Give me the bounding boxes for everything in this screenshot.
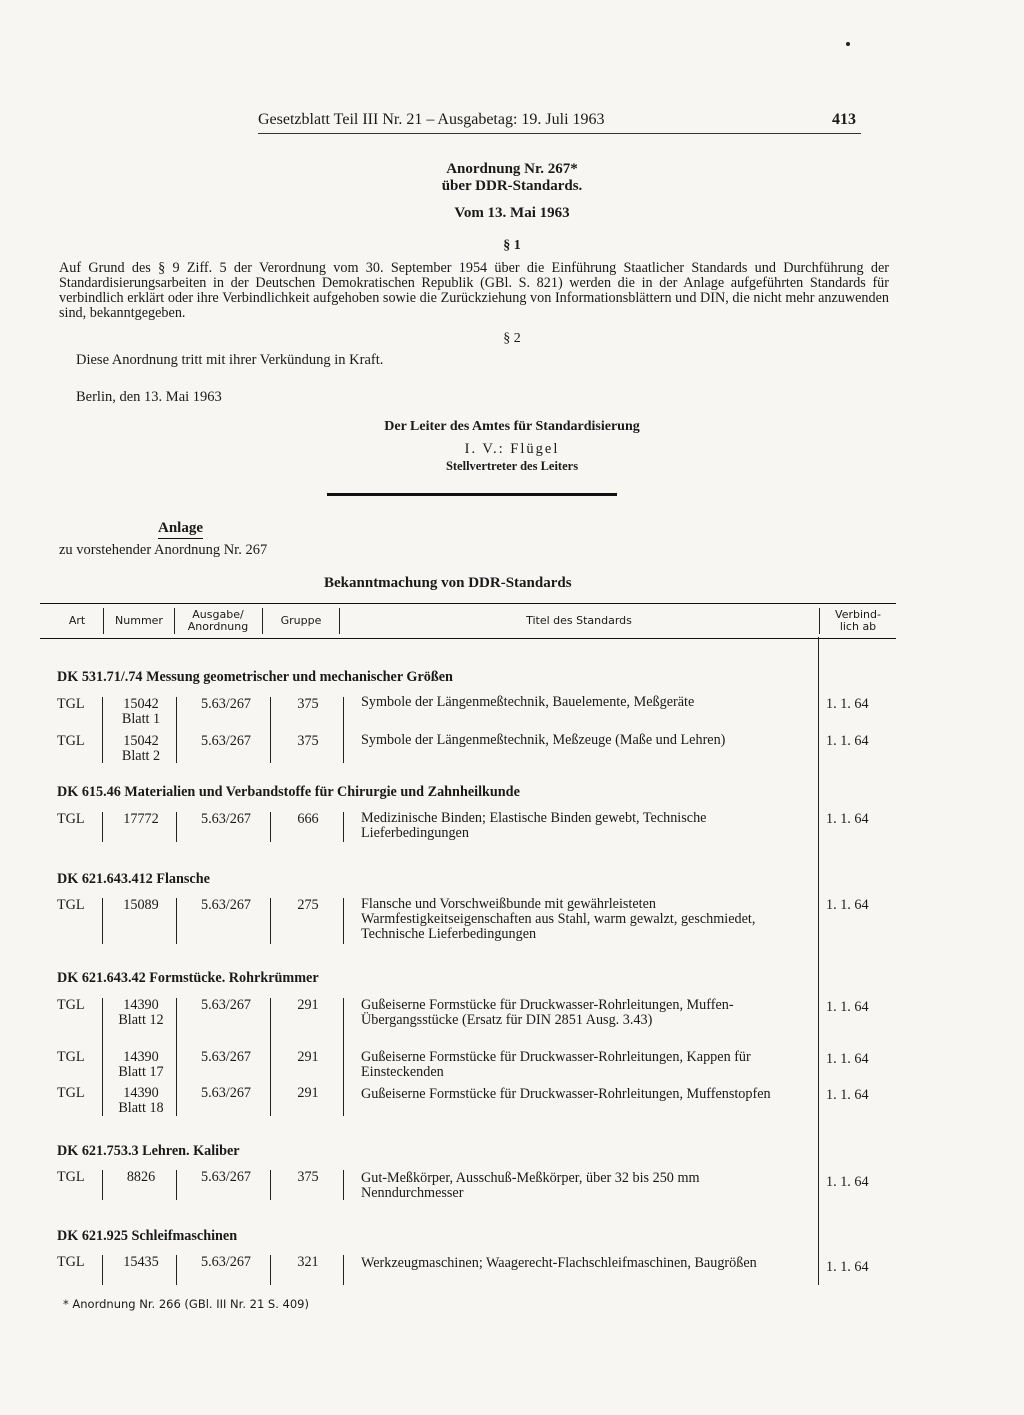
row-divider [270, 898, 271, 944]
section-1-label: § 1 [503, 238, 521, 253]
cell-titel: Werkzeugmaschinen; Waagerecht-Flachschleifmaschinen, Baugrößen [361, 1255, 757, 1271]
group-heading: DK 531.71/.74 Messung geometrischer und mechanischer Größen [57, 669, 453, 685]
row-divider [102, 898, 103, 944]
group-heading: DK 621.643.42 Formstücke. Rohrkrümmer [57, 970, 319, 986]
cell-blatt: Blatt 1 [121, 711, 161, 727]
cell-gruppe: 291 [297, 1085, 319, 1101]
cell-verbindlich: 1. 1. 64 [826, 1087, 869, 1103]
header-divider [819, 608, 820, 634]
cell-art: TGL [57, 997, 85, 1013]
cell-verbindlich: 1. 1. 64 [826, 733, 869, 749]
row-divider [343, 898, 344, 944]
row-divider [176, 898, 177, 944]
cell-art: TGL [57, 1049, 85, 1065]
group-heading: DK 621.753.3 Lehren. Kaliber [57, 1143, 240, 1159]
announcement-title: Bekanntmachung von DDR-Standards [324, 575, 572, 591]
cell-titel: Medizinische Binden; Elastische Binden gewebt, Technische Lieferbedingungen [361, 810, 707, 841]
cell-titel: Gußeiserne Formstücke für Druckwasser-Rohrleitungen, Kappen für Einsteckenden [361, 1049, 751, 1080]
cell-gruppe: 375 [297, 696, 319, 712]
header-divider [174, 608, 175, 634]
cell-verbindlich: 1. 1. 64 [826, 811, 869, 827]
row-divider [102, 1170, 103, 1200]
date-column-rule [818, 637, 819, 1285]
cell-gruppe: 275 [297, 897, 319, 913]
group-heading: DK 621.925 Schleifmaschinen [57, 1228, 238, 1244]
cell-gruppe: 321 [297, 1254, 319, 1270]
cell-verbindlich: 1. 1. 64 [826, 1174, 869, 1190]
header-divider [262, 608, 263, 634]
row-divider [102, 1255, 103, 1285]
header-ausgabe-line1: Ausgabe/ [192, 608, 244, 621]
cell-titel: Gut-Meßkörper, Ausschuß-Meßkörper, über 32 bis 250 mm Nenndurchmesser [361, 1170, 700, 1201]
cell-nummer: 8826 [126, 1169, 156, 1185]
order-subtitle: über DDR-Standards. [441, 178, 583, 194]
order-date: Vom 13. Mai 1963 [454, 205, 570, 221]
header-nummer: Nummer [115, 614, 163, 627]
cell-nummer: 15042 [123, 733, 159, 749]
cell-art: TGL [57, 1169, 85, 1185]
cell-gruppe: 375 [297, 1169, 319, 1185]
cell-gruppe: 291 [297, 997, 319, 1013]
cell-verbindlich: 1. 1. 64 [826, 1259, 869, 1275]
place-date: Berlin, den 13. Mai 1963 [76, 389, 222, 405]
cell-nummer: 17772 [123, 811, 159, 827]
cell-verbindlich: 1. 1. 64 [826, 696, 869, 712]
cell-art: TGL [57, 1085, 85, 1101]
cell-ausgabe: 5.63/267 [200, 811, 252, 827]
row-divider [343, 697, 344, 763]
group-heading: DK 615.46 Materialien und Verbandstoffe für Chirurgie und Zahnheilkunde [57, 784, 520, 800]
section-2-text: Diese Anordnung tritt mit ihrer Verkündung in Kraft. [76, 352, 384, 368]
row-divider [343, 812, 344, 842]
header-divider [103, 608, 104, 634]
annex-subtitle: zu vorstehender Anordnung Nr. 267 [59, 542, 268, 558]
cell-blatt: Blatt 2 [121, 748, 161, 764]
header-ausgabe [175, 604, 261, 638]
header-titel: Titel des Standards [526, 614, 632, 627]
cell-art: TGL [57, 811, 85, 827]
cell-ausgabe: 5.63/267 [200, 1169, 252, 1185]
annex-title: Anlage [158, 520, 203, 539]
cell-gruppe: 291 [297, 1049, 319, 1065]
row-divider [102, 812, 103, 842]
cell-nummer: 14390 [123, 1049, 159, 1065]
signer-office: Der Leiter des Amtes für Standardisierung [384, 419, 640, 434]
section-1-text: Auf Grund des § 9 Ziff. 5 der Verordnung vom 30. September 1954 über die Einführung Staatlicher Standards und Durchführung der Standardisierungsarbeiten in der Deutschen Demokratischen Republik (GBl. S. 821) werden die in der Anlage aufgeführten Standards für verbindlich erklärt oder ihre Verbindlichkeit aufgehoben sowie die Zurückziehung von Informationsblättern und DIN, die nicht mehr anzuwenden sind, bekanntgegeben. [59, 260, 889, 321]
signer-role: Stellvertreter des Leiters [445, 459, 579, 473]
print-speck [846, 42, 850, 46]
header-verbindlich-line2: lich ab [839, 620, 877, 633]
cell-titel: Flansche und Vorschweißbunde mit gewährleisteten Warmfestigkeitseigenschaften aus Stahl, warm gewalzt, geschmiedet, Technische Lieferbedingungen [361, 896, 756, 942]
cell-titel: Gußeiserne Formstücke für Druckwasser-Rohrleitungen, Muffenstopfen [361, 1086, 771, 1102]
cell-gruppe: 375 [297, 733, 319, 749]
signer-name: I. V.: Flügel [464, 441, 560, 457]
cell-blatt: Blatt 17 [118, 1064, 164, 1080]
header-ausgabe-line2: Anordnung [187, 620, 249, 633]
cell-blatt: Blatt 18 [118, 1100, 164, 1116]
row-divider [176, 812, 177, 842]
row-divider [270, 998, 271, 1116]
cell-nummer: 14390 [123, 997, 159, 1013]
cell-titel: Symbole der Längenmeßtechnik, Bauelemente, Meßgeräte [361, 694, 695, 710]
cell-art: TGL [57, 897, 85, 913]
cell-ausgabe: 5.63/267 [200, 733, 252, 749]
cell-verbindlich: 1. 1. 64 [826, 897, 869, 913]
table-header [40, 603, 896, 639]
cell-verbindlich: 1. 1. 64 [826, 999, 869, 1015]
row-divider [270, 697, 271, 763]
signature-rule [327, 493, 617, 496]
cell-art: TGL [57, 696, 85, 712]
header-art: Art [68, 614, 86, 627]
cell-blatt: Blatt 12 [118, 1012, 164, 1028]
row-divider [102, 697, 103, 763]
row-divider [270, 812, 271, 842]
cell-ausgabe: 5.63/267 [200, 897, 252, 913]
header-gruppe: Gruppe [280, 614, 322, 627]
header-verbindlich [820, 604, 896, 638]
cell-nummer: 15042 [123, 696, 159, 712]
cell-ausgabe: 5.63/267 [200, 1049, 252, 1065]
cell-ausgabe: 5.63/267 [200, 696, 252, 712]
row-divider [343, 998, 344, 1116]
cell-titel: Symbole der Längenmeßtechnik, Meßzeuge (Maße und Lehren) [361, 732, 726, 748]
header-verbindlich-line1: Verbind- [835, 608, 881, 621]
row-divider [176, 998, 177, 1116]
cell-art: TGL [57, 733, 85, 749]
row-divider [270, 1255, 271, 1285]
section-2-label: § 2 [503, 331, 521, 346]
cell-titel: Gußeiserne Formstücke für Druckwasser-Rohrleitungen, Muffen-Übergangsstücke (Ersatz für DIN 2851 Ausg. 3.43) [361, 997, 734, 1028]
cell-ausgabe: 5.63/267 [200, 1254, 252, 1270]
row-divider [343, 1170, 344, 1200]
cell-ausgabe: 5.63/267 [200, 1085, 252, 1101]
cell-nummer: 15435 [123, 1254, 159, 1270]
row-divider [176, 1170, 177, 1200]
row-divider [343, 1255, 344, 1285]
header-divider [339, 608, 340, 634]
cell-art: TGL [57, 1254, 85, 1270]
cell-ausgabe: 5.63/267 [200, 997, 252, 1013]
page-header: Gesetzblatt Teil III Nr. 21 – Ausgabetag: 19. Juli 1963 [258, 111, 605, 128]
header-rule [258, 133, 861, 134]
footnote: * Anordnung Nr. 266 (GBl. III Nr. 21 S. 409) [63, 1297, 309, 1311]
row-divider [102, 998, 103, 1116]
row-divider [176, 1255, 177, 1285]
row-divider [176, 697, 177, 763]
order-title: Anordnung Nr. 267* [446, 161, 578, 177]
cell-gruppe: 666 [297, 811, 319, 827]
group-heading: DK 621.643.412 Flansche [57, 871, 210, 887]
row-divider [270, 1170, 271, 1200]
cell-nummer: 14390 [123, 1085, 159, 1101]
cell-verbindlich: 1. 1. 64 [826, 1051, 869, 1067]
page-number: 413 [832, 111, 856, 128]
cell-nummer: 15089 [123, 897, 159, 913]
